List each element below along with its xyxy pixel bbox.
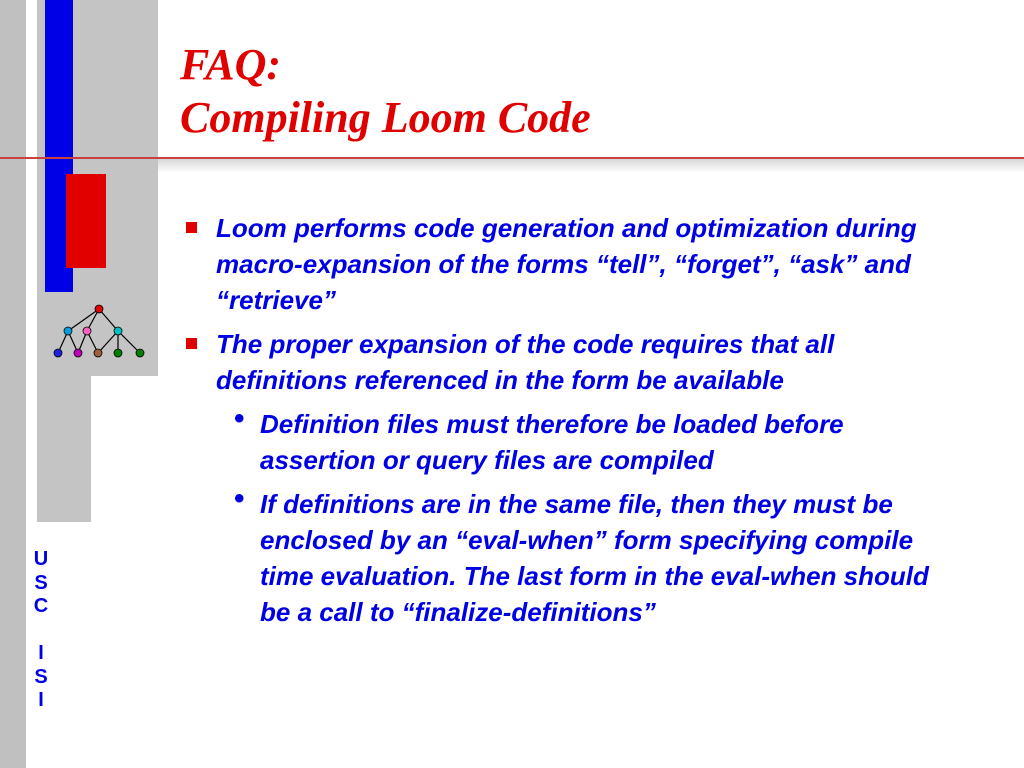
grey-panel-lower: [37, 376, 91, 522]
sub-bullet-text: Definition files must therefore be loaded before assertion or query files are compiled: [260, 409, 844, 475]
sub-bullet-item: [186, 402, 966, 478]
side-label-usc-isi: [26, 548, 56, 713]
side-letter: I: [38, 689, 44, 711]
side-letter: C: [33, 595, 49, 617]
title-rule-shadow: [158, 159, 1024, 173]
red-accent-block: [66, 174, 106, 268]
side-letter: S: [34, 665, 48, 688]
bullet-text: The proper expansion of the code requires that all definitions referenced in the form be available: [216, 329, 835, 395]
side-letter-gap: [26, 619, 56, 643]
square-bullet-icon: [186, 338, 197, 349]
tree-network-icon: [50, 303, 148, 363]
square-bullet-icon: [186, 222, 197, 233]
title-line-2: Compiling Loom Code: [180, 93, 591, 142]
bullet-item: [186, 210, 966, 318]
dot-bullet-icon: •: [234, 482, 245, 515]
left-grey-strip: [0, 0, 26, 768]
slide-title: [180, 38, 591, 144]
bullet-item: [186, 326, 966, 398]
sub-bullet-item: [186, 482, 966, 630]
side-letter: S: [34, 571, 48, 594]
title-line-1: FAQ:: [180, 40, 282, 89]
slide-content: [186, 210, 966, 638]
side-letter: U: [33, 548, 49, 570]
dot-bullet-icon: •: [234, 402, 245, 435]
sub-bullet-text: If definitions are in the same file, then they must be enclosed by an “eval-when” form specifying compile time evaluation. The last form in the eval-when should be a call to “finalize-definitions”: [260, 489, 929, 627]
bullet-text: Loom performs code generation and optimization during macro-expansion of the forms “tell”, “forget”, “ask” and “retrieve”: [216, 213, 917, 315]
side-letter: I: [38, 642, 44, 664]
